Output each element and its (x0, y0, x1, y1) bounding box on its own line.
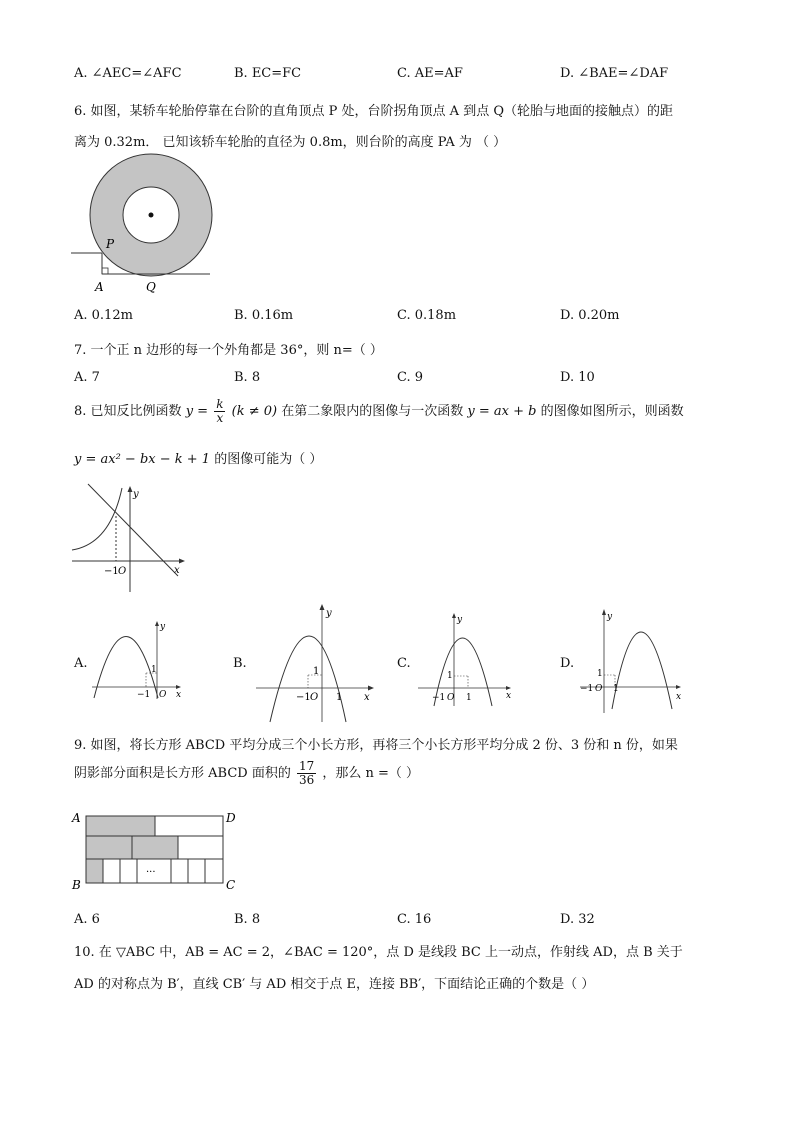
q7-option-d: D. 10 (560, 370, 595, 385)
q7-options (74, 370, 724, 390)
q8-text-line2 (74, 448, 322, 467)
q8-option-c-graph (414, 610, 519, 710)
dots: ··· (146, 867, 156, 878)
parabola-d (612, 632, 672, 709)
y-axis-arrow (128, 486, 133, 492)
label-a: A (95, 280, 104, 294)
q9-text-line1: 9. 如图，将长方形 ABCD 平均分成三个小长方形，再将三个小长方形平均分成 2 份、3 份和 n 份，如果 (74, 738, 678, 753)
label-o: O (118, 566, 127, 577)
q9-frac-num: 17 (298, 759, 315, 773)
svg-text:y: y (160, 622, 166, 632)
svg-text:y: y (607, 612, 613, 622)
svg-text:1: 1 (336, 692, 343, 703)
q8-frac-num: k (216, 397, 224, 411)
label-q: Q (146, 280, 156, 294)
tire-center (149, 213, 154, 218)
label-b: B (72, 878, 81, 892)
svg-text:x: x (506, 691, 512, 701)
q6-text-line1: 6. 如图，某轿车轮胎停靠在台阶的直角顶点 P 处，台阶拐角顶点 A 到点 Q（轮胎与地面的接触点）的距 (74, 104, 673, 119)
q6-options (74, 308, 724, 328)
label-a: A (72, 811, 81, 825)
q8-reference-graph (68, 480, 198, 600)
right-angle-mark (102, 268, 108, 274)
label-y: y (133, 489, 139, 500)
q8-option-b-graph (252, 600, 382, 725)
q6-option-d: D. 0.20m (560, 308, 620, 323)
svg-text:−1: −1 (296, 692, 311, 703)
q6-option-c: C. 0.18m (397, 308, 457, 323)
q8-text-end: 的图像如图所示，则函数 (540, 404, 684, 420)
q7-text: 7. 一个正 n 边形的每一个外角都是 36°，则 n=（ ） (74, 343, 383, 358)
svg-text:−1: −1 (580, 684, 594, 694)
svg-text:1: 1 (151, 665, 157, 675)
q8-text-line1 (74, 398, 684, 425)
q9-option-d: D. 32 (560, 912, 595, 927)
svg-text:O: O (447, 693, 455, 703)
q5-option-d: D. ∠BAE=∠DAF (560, 66, 669, 81)
q8-option-a-graph (88, 615, 188, 705)
q9-rectangle-figure (70, 806, 245, 896)
svg-text:1: 1 (313, 666, 320, 677)
q6-option-a: A. 0.12m (74, 308, 133, 323)
q8-option-a-label: A. (74, 656, 88, 671)
q8-inverse-func: y = (185, 404, 209, 420)
q7-option-c: C. 9 (397, 370, 424, 385)
q8-fraction (214, 398, 225, 425)
x-axis-arrow (179, 559, 185, 564)
q10-text-line1: 10. 在 ▽ABC 中，AB = AC = 2，∠BAC = 120°，点 D 是线段 BC 上一动点，作射线 AD，点 B 关于 (74, 945, 683, 960)
q5-option-c: C. AE=AF (397, 66, 463, 81)
q5-option-b: B. EC=FC (234, 66, 302, 81)
q9-option-a: A. 6 (74, 912, 100, 927)
q8-question: 的图像可能为（ ） (214, 452, 323, 467)
q9-frac-den: 36 (298, 773, 315, 788)
q8-intro: 8. 已知反比例函数 (74, 404, 182, 420)
q6-text-line2: 离为 0.32m． 已知该轿车轮胎的直径为 0.8m，则台阶的高度 PA 为 （ ） (74, 135, 507, 150)
label-neg1: −1 (104, 566, 119, 577)
q8-option-d-label: D. (560, 656, 575, 671)
svg-text:O: O (595, 684, 603, 694)
svg-text:x: x (676, 692, 682, 702)
q8-option-c-label: C. (397, 656, 411, 671)
q8-option-d-graph (576, 605, 688, 715)
q9-text-b: ，那么 n =（ ） (322, 766, 420, 782)
svg-text:1: 1 (466, 693, 472, 703)
q8-quadratic-func: y = ax² − bx − k + 1 (74, 452, 211, 467)
svg-text:O: O (310, 692, 319, 703)
svg-text:y: y (326, 608, 332, 619)
hyperbola-curve (72, 488, 122, 550)
svg-text:x: x (364, 692, 370, 703)
q9-option-b: B. 8 (234, 912, 261, 927)
q9-option-c: C. 16 (397, 912, 432, 927)
q10-text-line2: AD 的对称点为 B′，直线 CB′ 与 AD 相交于点 E，连接 BB′，下面结论正确的个数是（ ） (74, 977, 595, 992)
label-p: P (106, 237, 115, 251)
label-x: x (174, 565, 180, 576)
q9-text-a: 阴影部分面积是长方形 ABCD 面积的 (74, 766, 291, 782)
q6-option-b: B. 0.16m (234, 308, 294, 323)
q6-tire-figure (68, 152, 218, 302)
q8-text-mid: 在第二象限内的图像与一次函数 (281, 404, 464, 420)
svg-text:−1: −1 (432, 693, 446, 703)
q8-option-b-label: B. (233, 656, 247, 671)
q8-linear-func: y = ax + b (467, 404, 537, 420)
q8-condition: (k ≠ 0) (231, 404, 278, 420)
svg-text:x: x (176, 690, 182, 700)
svg-text:y: y (457, 615, 463, 625)
q5-option-a: A. ∠AEC=∠AFC (74, 66, 182, 81)
label-c: C (226, 878, 236, 892)
q9-text-line2 (74, 760, 419, 787)
q5-options (74, 66, 724, 86)
parabola-a (94, 637, 158, 699)
svg-text:−1: −1 (137, 690, 151, 700)
svg-text:1: 1 (597, 669, 603, 679)
q7-option-b: B. 8 (234, 370, 261, 385)
q9-options (74, 912, 724, 932)
svg-text:1: 1 (613, 684, 619, 694)
q8-frac-den: x (216, 411, 224, 426)
svg-text:1: 1 (447, 671, 453, 681)
q7-option-a: A. 7 (74, 370, 100, 385)
q9-fraction (297, 760, 316, 787)
label-d: D (226, 811, 236, 825)
svg-text:O: O (159, 690, 167, 700)
